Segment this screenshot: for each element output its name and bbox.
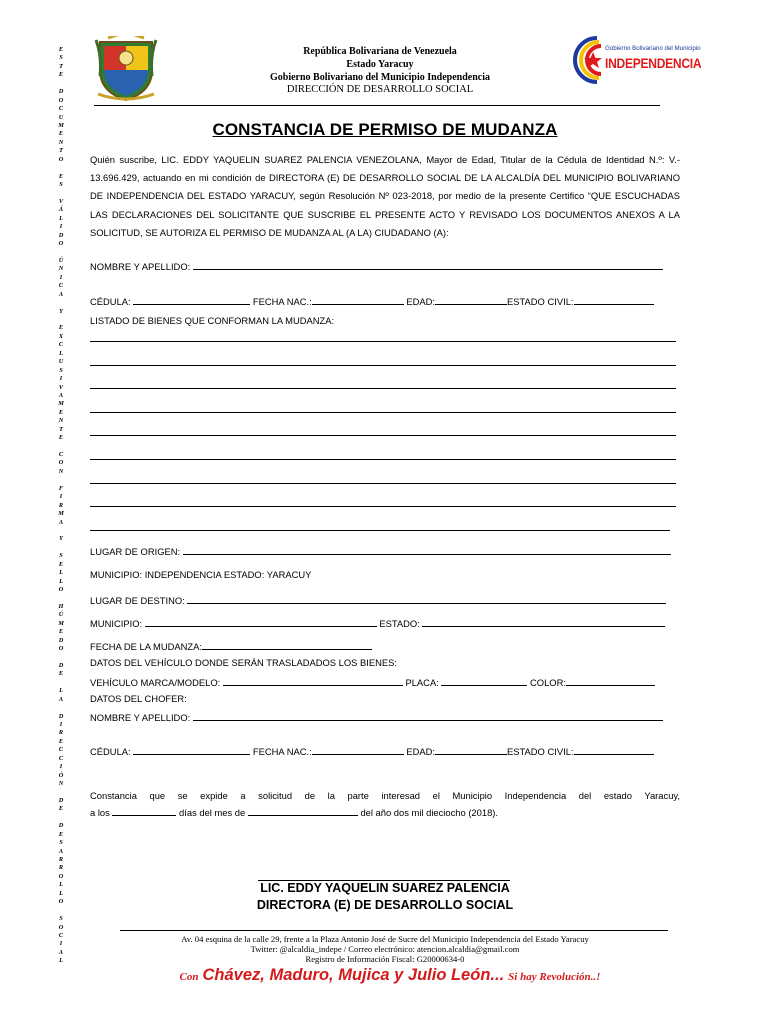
sidebar-letter: E (58, 670, 64, 678)
sidebar-letter: A (58, 518, 64, 526)
sidebar-letter (52, 476, 70, 484)
sidebar-letter: T (59, 147, 63, 155)
sidebar-letter (52, 527, 70, 535)
sidebar-letter: Y (59, 535, 63, 543)
intro-paragraph: Quién suscribe, LIC. EDDY YAQUELIN SUAREZ PALENCIA VENEZOLANA, Mayor de Edad, Titular de la Cédula de Identidad N.º: V.- 13.696.429, actuando en mi condición de DIRECTORA (E) DE DESARROLLO SOCIAL DE LA ALCALDÍA DEL MUNICIPIO BOLIVARIANO DE INDEPENDENCIA DEL ESTADO YARACUY, según Resolución Nº 023-2018, por medio de la presente Certifico “QUE ESCUCHADAS LAS DECLARACIONES DEL SOLICITANTE QUE SUSCRIBE EL PRESENTE ACTO Y REVISADO LOS DOCUMENTOS ANEXOS A LA SOLICITUD, SE AUTORIZA EL PERMISO DE MUDANZA AL (A LA) CIUDADANO (A): (90, 154, 680, 238)
sidebar-letter: E (58, 434, 64, 442)
sidebar-letter: L (59, 569, 63, 577)
sidebar-letter: C (58, 754, 64, 762)
listado-line (90, 388, 676, 389)
sidebar-letter: M (58, 121, 64, 129)
field-vehiculo-row: VEHÍCULO MARCA/MODELO: PLACA: COLOR: (90, 676, 655, 688)
sidebar-letter: U (58, 113, 64, 121)
sidebar-letter: I (59, 940, 63, 948)
signatory-role: DIRECTORA (E) DE DESARROLLO SOCIAL (256, 898, 514, 912)
listado-label: LISTADO DE BIENES QUE CONFORMAN LA MUDANZA: (90, 315, 335, 326)
sidebar-letter: L (59, 214, 63, 222)
header-republic: República Bolivariana de Venezuela (303, 46, 457, 57)
footer-rif: Registro de Información Fiscal: G20000634-0 (305, 954, 465, 964)
field-municipio-estado: MUNICIPIO: ESTADO: (90, 617, 665, 629)
listado-line (90, 365, 676, 366)
sidebar-letter (52, 189, 70, 197)
sidebar-letter: D (58, 796, 64, 804)
sidebar-letter: I (59, 273, 63, 281)
sidebar-letter: Y (59, 307, 63, 315)
listado-line (90, 530, 670, 531)
sidebar-letter: D (58, 661, 64, 669)
sidebar-letter: M (58, 400, 64, 408)
sidebar-letter: A (58, 847, 64, 855)
sidebar-letter: E (58, 172, 64, 180)
sidebar-letter: C (58, 282, 64, 290)
sidebar-letter: O (58, 872, 64, 880)
sidebar-letter: E (58, 130, 64, 138)
sidebar-letter: S (59, 915, 63, 923)
sidebar-letter: D (58, 712, 64, 720)
document-title: CONSTANCIA DE PERMISO DE MUDANZA (212, 120, 558, 139)
signatory-name: LIC. EDDY YAQUELIN SUAREZ PALENCIA (260, 881, 510, 895)
sidebar-letter: E (58, 46, 64, 53)
sidebar-letter: N (58, 138, 64, 146)
sidebar-letter: L (59, 957, 63, 965)
sidebar-letter: S (59, 839, 63, 847)
field-cedula-chofer-row: CÉDULA: FECHA NAC.: EDAD: ESTADO CIVIL: (90, 745, 654, 757)
header-divider (94, 105, 660, 106)
sidebar-letter: S (59, 181, 63, 188)
footer-address: Av. 04 esquina de la calle 29, frente a la Plaza Antonio José de Sucre del Municipio Independencia del Estado Yaracuy (181, 934, 589, 944)
independencia-logo (573, 36, 702, 86)
sidebar-letter: Ú (58, 611, 64, 619)
header-direction: DIRECCIÓN DE DESARROLLO SOCIAL (286, 84, 474, 95)
sidebar-letter: I (59, 763, 63, 771)
listado-line (90, 412, 676, 413)
sidebar-letter: N (58, 780, 64, 788)
sidebar-letter: O (58, 155, 64, 163)
sidebar-letter (52, 316, 70, 324)
field-nombre: NOMBRE Y APELLIDO: (90, 260, 663, 272)
sidebar-letter: O (58, 459, 64, 467)
sidebar-letter (52, 544, 70, 552)
sidebar-letter: L (59, 881, 63, 889)
sidebar-letter: R (58, 856, 64, 863)
sidebar-letter: E (58, 408, 64, 416)
sidebar-letter: O (58, 586, 64, 593)
sidebar-letter: D (58, 231, 64, 239)
sidebar-letter: A (58, 290, 64, 298)
footer-slogan: Con Chávez, Maduro, Mujica y Julio León... Si hay Revolución..! (179, 966, 601, 984)
sidebar-letter (52, 249, 70, 257)
sidebar-letter: L (59, 577, 63, 585)
sidebar-letter: T (59, 425, 63, 433)
sidebar-letter (52, 814, 70, 822)
sidebar-letter: O (58, 898, 64, 906)
datos-vehiculo-label: DATOS DEL VEHÍCULO DONDE SERÁN TRASLADADOS LOS BIENES: (90, 657, 398, 668)
sidebar-letter (52, 679, 70, 687)
sidebar-letter: E (58, 324, 64, 332)
sidebar-letter: E (58, 628, 64, 636)
field-origen: LUGAR DE ORIGEN: (90, 545, 671, 557)
sidebar-letter: O (58, 923, 64, 931)
sidebar-letter: H (58, 602, 64, 610)
sidebar-letter: M (58, 510, 64, 518)
logo-subtitle: Gobierno Bolivariano del Municipio (605, 45, 701, 52)
sidebar-letter: S (59, 552, 63, 560)
vertical-validity-notice (52, 46, 70, 966)
sidebar-letter (52, 654, 70, 662)
sidebar-letter (52, 907, 70, 915)
sidebar-letter: M (58, 619, 64, 627)
sidebar-letter (52, 299, 70, 307)
sidebar-letter: L (59, 687, 63, 695)
sidebar-letter: R (58, 501, 64, 509)
listado-line (90, 435, 676, 436)
sidebar-letter (52, 164, 70, 172)
logo-title: INDEPENDENCIA (605, 55, 702, 71)
sidebar-letter: S (59, 54, 63, 62)
sidebar-letter (52, 704, 70, 712)
sidebar-letter: X (58, 332, 64, 340)
sidebar-letter: C (58, 931, 64, 939)
sidebar-letter: D (58, 636, 64, 644)
sidebar-letter: E (58, 805, 64, 813)
sidebar-letter: N (58, 467, 64, 475)
sidebar-letter: C (58, 746, 64, 754)
sidebar-letter (52, 594, 70, 602)
sidebar-letter: C (58, 341, 64, 349)
sidebar-letter: E (58, 560, 64, 568)
closing-date-line: a los días del mes de del año dos mil dieciocho (2018). (90, 807, 499, 818)
footer-divider (120, 930, 668, 931)
sidebar-letter: C (58, 451, 64, 458)
sidebar-letter: N (58, 417, 64, 425)
sidebar-letter (52, 789, 70, 797)
field-destino: LUGAR DE DESTINO: (90, 594, 666, 606)
sidebar-letter (52, 80, 70, 88)
sidebar-letter: I (59, 721, 63, 728)
sidebar-letter: D (58, 822, 64, 830)
sidebar-letter: S (59, 366, 63, 374)
sidebar-letter: Ó (58, 771, 64, 779)
sidebar-letter: D (58, 88, 64, 96)
sidebar-letter: L (59, 889, 63, 897)
footer-contact: Twitter: @alcaldia_indepe / Correo electrónico: atencion.alcaldia@gmail.com (250, 944, 520, 954)
sidebar-letter: E (58, 830, 64, 838)
sidebar-letter: I (59, 493, 63, 501)
sidebar-letter: Á (58, 206, 64, 214)
sidebar-letter: R (58, 729, 64, 737)
listado-line (90, 341, 676, 342)
listado-line (90, 459, 676, 460)
sidebar-letter: L (59, 349, 63, 357)
field-fecha-mudanza: FECHA DE LA MUDANZA: (90, 640, 372, 652)
datos-chofer-label: DATOS DEL CHOFER: (90, 693, 187, 704)
municipio-estado-origen: MUNICIPIO: INDEPENDENCIA ESTADO: YARACUY (90, 569, 312, 580)
listado-line (90, 506, 676, 507)
sidebar-letter: C (58, 105, 64, 113)
header-government: Gobierno Bolivariano del Municipio Independencia (269, 72, 491, 83)
field-cedula-row: CÉDULA: FECHA NAC.: EDAD: ESTADO CIVIL: (90, 295, 654, 307)
sidebar-letter: O (58, 645, 64, 653)
field-nombre-chofer: NOMBRE Y APELLIDO: (90, 711, 663, 723)
sidebar-letter: T (59, 62, 63, 70)
sidebar-letter: I (59, 375, 63, 383)
sidebar-letter: V (58, 197, 64, 205)
listado-line (90, 483, 676, 484)
sidebar-letter: A (58, 695, 64, 703)
sidebar-letter: N (58, 265, 64, 273)
header-state: Estado Yaracuy (346, 59, 414, 70)
sidebar-letter: O (58, 240, 64, 248)
sidebar-letter: A (58, 391, 64, 399)
sidebar-letter: I (59, 223, 63, 231)
sidebar-letter: E (58, 71, 64, 79)
sidebar-letter: R (58, 864, 64, 872)
coat-of-arms-logo (94, 36, 158, 102)
sidebar-letter: E (58, 737, 64, 745)
sidebar-letter: F (58, 484, 64, 492)
sidebar-letter (52, 443, 70, 451)
sidebar-letter: Ú (58, 256, 64, 264)
sidebar-letter: V (58, 383, 64, 391)
sidebar-letter: A (58, 948, 64, 956)
sidebar-letter: O (58, 96, 64, 104)
sidebar-letter: U (58, 358, 64, 366)
closing-text: Constancia que se expide a solicitud de la parte interesad el Municipio Independencia del estado Yaracuy, (90, 790, 680, 801)
